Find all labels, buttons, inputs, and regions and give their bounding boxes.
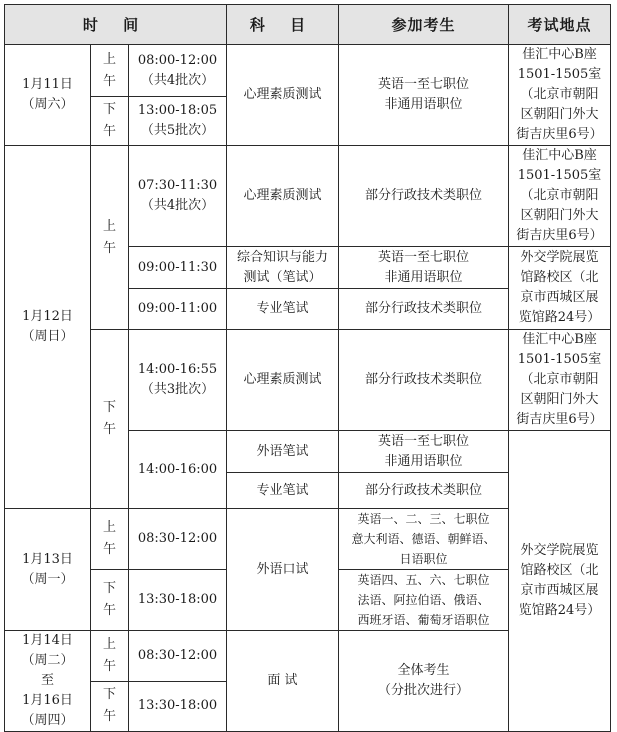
half-day-pm — [91, 570, 129, 631]
header-time: 时 间 — [5, 5, 227, 45]
header-row — [5, 5, 611, 45]
time-slot: 09:00-11:30 — [129, 247, 227, 289]
subject-cell: 面 试 — [227, 631, 339, 732]
half-day-am — [91, 509, 129, 570]
location-cell: 佳汇中心B座 1501-1505室 （北京市朝阳 区朝阳门外大 街吉庆里6号） — [509, 45, 611, 146]
time-slot: 13:30-18:00 — [129, 681, 227, 732]
date-cell: 1月11日 （周六） — [5, 45, 91, 146]
header-subject: 科 目 — [227, 5, 339, 45]
half-day-label: 上午 — [102, 51, 116, 89]
candidates-cell: 英语一至七职位 非通用语职位 — [339, 247, 509, 289]
candidates-cell: 英语一、二、三、七职位 意大利语、德语、朝鲜语、 日语职位 — [339, 509, 509, 570]
candidates-cell: 部分行政技术类职位 — [339, 146, 509, 247]
location-cell: 外交学院展览 馆路校区（北 京市西城区展 览馆路24号） — [509, 247, 611, 330]
time-slot: 07:30-11:30 （共4批次） — [129, 146, 227, 247]
half-day-am — [91, 146, 129, 330]
half-day-label: 下午 — [102, 400, 116, 437]
date-cell: 1月14日 （周二） 至 1月16日 （周四） — [5, 631, 91, 732]
subject-cell: 综合知识与能力 测试（笔试） — [227, 247, 339, 289]
half-day-label: 下午 — [102, 581, 116, 618]
subject-cell: 专业笔试 — [227, 289, 339, 330]
half-day-label: 下午 — [102, 102, 116, 139]
subject-cell: 外语笔试 — [227, 431, 339, 473]
time-slot: 14:00-16:55 （共3批次） — [129, 330, 227, 431]
header-location: 考试地点 — [509, 5, 611, 45]
date-cell: 1月13日 （周一） — [5, 509, 91, 631]
half-day-label: 上午 — [102, 218, 116, 256]
time-slot: 14:00-16:00 — [129, 431, 227, 509]
table-row — [5, 45, 611, 97]
time-slot: 13:00-18:05 （共5批次） — [129, 97, 227, 146]
candidates-cell: 部分行政技术类职位 — [339, 330, 509, 431]
half-day-am — [91, 631, 129, 682]
date-cell: 1月12日 （周日） — [5, 146, 91, 509]
half-day-am — [91, 45, 129, 97]
half-day-pm — [91, 681, 129, 732]
half-day-label: 上午 — [102, 520, 116, 557]
subject-cell: 外语口试 — [227, 509, 339, 631]
time-slot: 08:00-12:00 （共4批次） — [129, 45, 227, 97]
time-slot: 08:30-12:00 — [129, 631, 227, 682]
time-slot: 08:30-12:00 — [129, 509, 227, 570]
subject-cell: 心理素质测试 — [227, 45, 339, 146]
half-day-pm — [91, 97, 129, 146]
table-row — [5, 330, 611, 431]
subject-cell: 心理素质测试 — [227, 146, 339, 247]
candidates-cell: 英语一至七职位 非通用语职位 — [339, 45, 509, 146]
half-day-label: 上午 — [102, 636, 116, 674]
candidates-cell: 部分行政技术类职位 — [339, 289, 509, 330]
location-cell: 佳汇中心B座 1501-1505室 （北京市朝阳 区朝阳门外大 街吉庆里6号） — [509, 330, 611, 431]
exam-schedule-table — [4, 4, 611, 732]
location-cell: 外交学院展览 馆路校区（北 京市西城区展 览馆路24号） — [509, 431, 611, 732]
time-slot: 09:00-11:00 — [129, 289, 227, 330]
half-day-pm — [91, 330, 129, 509]
location-cell: 佳汇中心B座 1501-1505室 （北京市朝阳 区朝阳门外大 街吉庆里6号） — [509, 146, 611, 247]
candidates-cell: 部分行政技术类职位 — [339, 473, 509, 509]
half-day-label: 下午 — [102, 687, 116, 725]
subject-cell: 专业笔试 — [227, 473, 339, 509]
subject-cell: 心理素质测试 — [227, 330, 339, 431]
candidates-cell: 全体考生 （分批次进行） — [339, 631, 509, 732]
time-slot: 13:30-18:00 — [129, 570, 227, 631]
table-row — [5, 146, 611, 247]
header-candidates: 参加考生 — [339, 5, 509, 45]
candidates-cell: 英语一至七职位 非通用语职位 — [339, 431, 509, 473]
candidates-cell: 英语四、五、六、七职位 法语、阿拉伯语、俄语、 西班牙语、葡萄牙语职位 — [339, 570, 509, 631]
